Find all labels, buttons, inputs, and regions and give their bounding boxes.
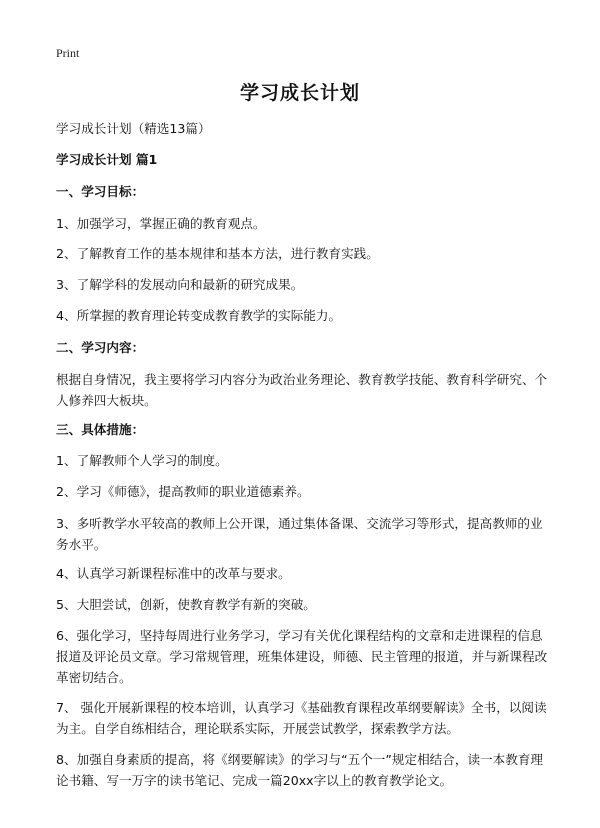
- goal-item-3: 3、了解学科的发展动向和最新的研究成果。: [56, 277, 304, 292]
- print-link[interactable]: Print: [56, 46, 80, 60]
- goal-item-4: 4、所掌握的教育理论转变成教育教学的实际能力。: [56, 308, 342, 323]
- measure-item-4: 4、认真学习新课程标准中的改革与要求。: [56, 566, 291, 581]
- measure-item-6: 6、强化学习，坚持每周进行业务学习，学习有关优化课程结构的文章和走进课程的信息报道及评论员文章。学习常规管理，班集体建设，师德、民主管理的报道，并与新课程改革密切结合。: [56, 628, 548, 685]
- content-paragraph: 根据自身情况，我主要将学习内容分为政治业务理论、教育教学技能、教育科学研究、个人修养四大板块。: [56, 372, 548, 408]
- goal-item-2: 2、了解教育工作的基本规律和基本方法，进行教育实践。: [56, 246, 379, 261]
- measure-item-3: 3、多听教学水平较高的教师上公开课，通过集体备课、交流学习等形式，提高教师的业务水平。: [56, 516, 543, 552]
- goal-item-1: 1、加强学习，掌握正确的教育观点。: [56, 216, 266, 231]
- measure-item-8: 8、加强自身素质的提高，将《纲要解读》的学习与“五个一”规定相结合，读一本教育理论书籍、写一万字的读书笔记、完成一篇20xx字以上的教育教学论文。: [56, 752, 544, 788]
- article-heading: 学习成长计划 篇1: [56, 152, 158, 167]
- document-subtitle: 学习成长计划（精选13篇）: [56, 121, 211, 136]
- section-heading-content: 二、学习内容：: [56, 340, 145, 355]
- section-heading-goals: 一、学习目标：: [56, 184, 145, 199]
- measure-item-1: 1、了解教师个人学习的制度。: [56, 453, 228, 468]
- section-heading-measures: 三、具体措施：: [56, 422, 145, 437]
- measure-item-2: 2、学习《师德》，提高教师的职业道德素养。: [56, 484, 310, 499]
- measure-item-7: 7、 强化开展新课程的校本培训，认真学习《基础教育课程改革纲要解读》全书，以阅读为主。自学自练相结合，理论联系实际，开展尝试教学，探索教学方法。: [56, 700, 547, 736]
- page-title: 学习成长计划: [239, 82, 360, 104]
- measure-item-5: 5、大胆尝试，创新，使教育教学有新的突破。: [56, 597, 316, 612]
